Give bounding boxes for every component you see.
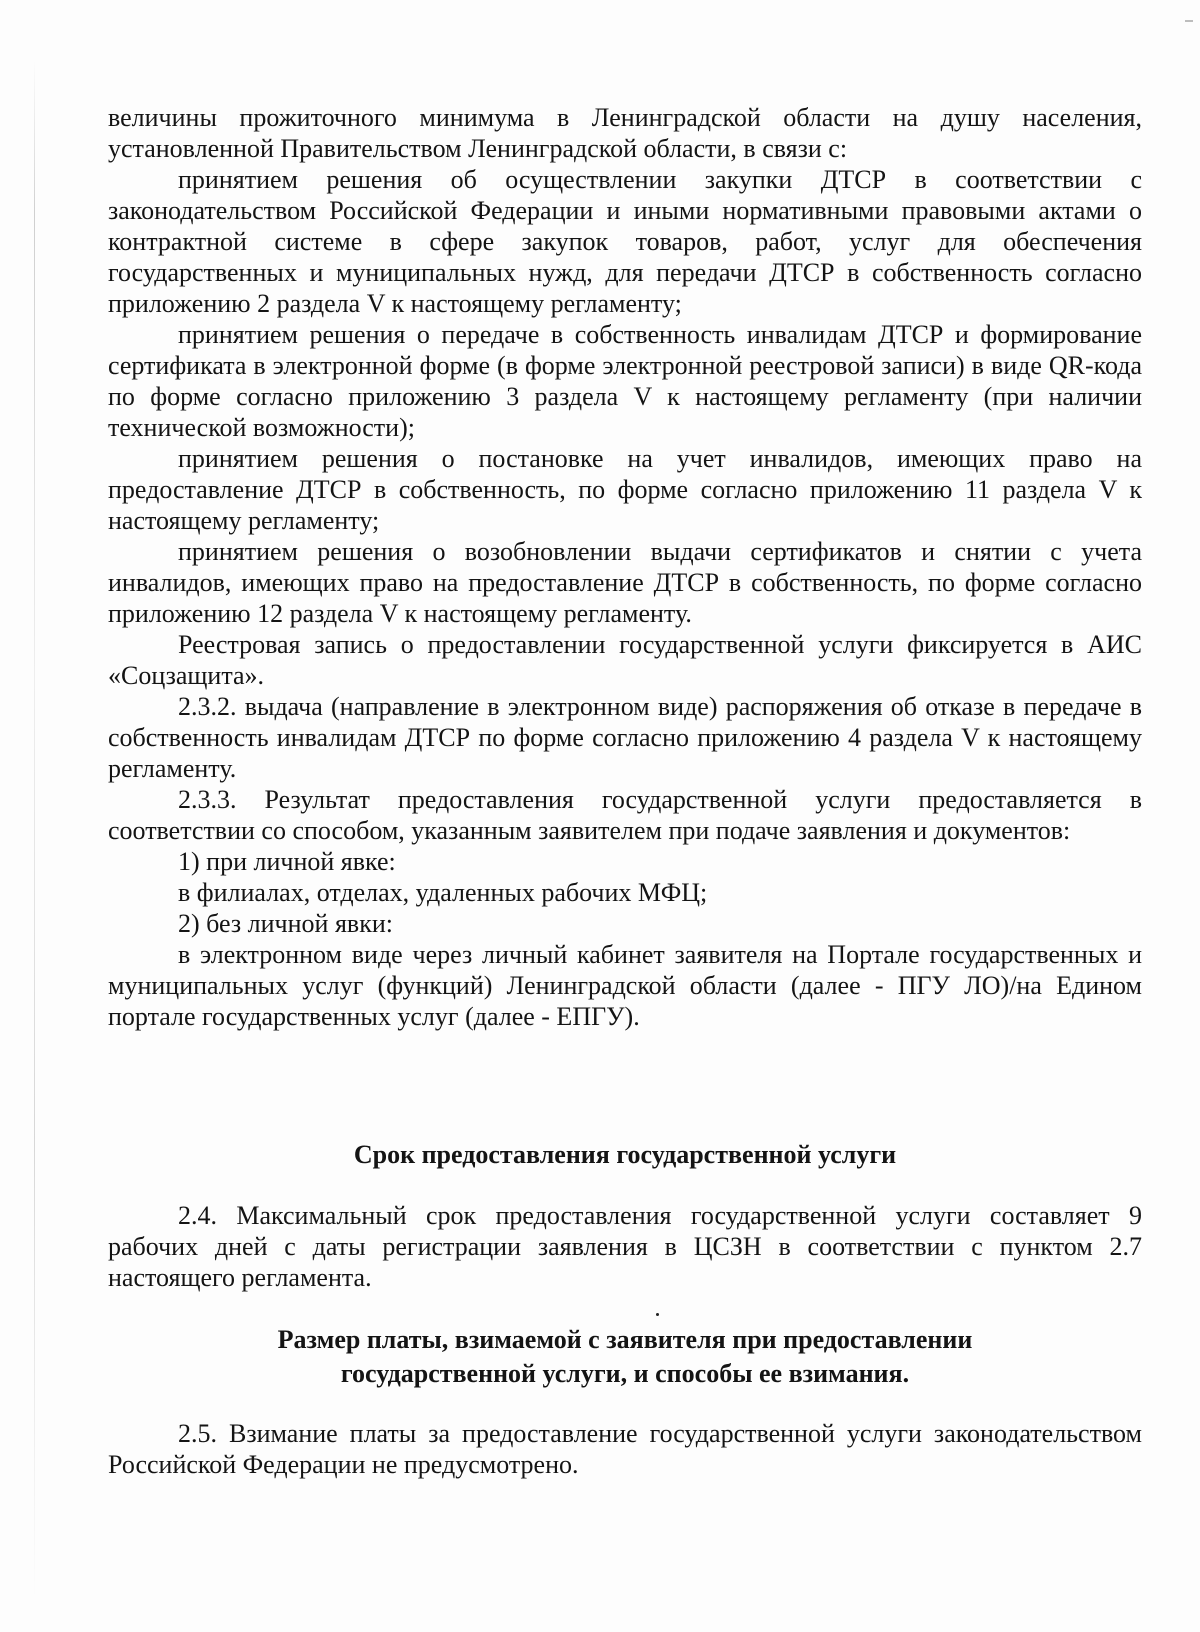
- paragraph: Реестровая запись о предоставлении государственной услуги фиксируется в АИС «Соцзащита».: [108, 630, 1142, 690]
- scan-edge-artifact: [34, 60, 35, 1600]
- heading-text: Срок предоставления государственной услуги: [353, 1140, 897, 1169]
- body-text-top: [108, 102, 1142, 1032]
- scan-corner-artifact: [1185, 20, 1193, 22]
- paragraph: 2.3.2. выдача (направление в электронном виде) распоряжения об отказе в передаче в собственность инвалидам ДТСР по форме согласно приложению 4 раздела V к настоящему регламенту.: [108, 692, 1142, 783]
- paragraph: 1) при личной явке:: [178, 847, 396, 876]
- paragraph: величины прожиточного минимума в Ленинградской области на душу населения, установленной Правительством Ленинградской области, в связи с:: [108, 103, 1142, 163]
- scan-dot-artifact: [656, 1313, 659, 1316]
- paragraph: в электронном виде через личный кабинет заявителя на Портале государственных и муниципальных услуг (функций) Ленинградской области (далее - ПГУ ЛО)/на Едином портале государственных услуг (далее - ЕПГУ).: [108, 940, 1142, 1031]
- section-heading-fee: [108, 1323, 1142, 1391]
- paragraph: принятием решения об осуществлении закупки ДТСР в соответствии с законодательством Российской Федерации и иными нормативными правовыми актами о контрактной системе в сфере закупок товаров, работ, услуг для обеспечения государственных и муниципальных нужд, для передачи ДТСР в собственность согласно приложению 2 раздела V к настоящему регламенту;: [108, 165, 1142, 318]
- body-text-term: [108, 1200, 1142, 1293]
- heading-text-line1: Размер платы, взимаемой с заявителя при предоставлении: [277, 1325, 973, 1354]
- paragraph: 2.3.3. Результат предоставления государственной услуги предоставляется в соответствии со способом, указанным заявителем при подаче заявления и документов:: [108, 785, 1142, 845]
- paragraph: в филиалах, отделах, удаленных рабочих МФЦ;: [178, 878, 708, 907]
- paragraph: 2) без личной явки:: [178, 909, 393, 938]
- paragraph: принятием решения о возобновлении выдачи сертификатов и снятии с учета инвалидов, имеющих право на предоставление ДТСР в собственность, по форме согласно приложению 12 раздела V к настоящему регламенту.: [108, 537, 1142, 628]
- section-heading-term: [108, 1138, 1142, 1172]
- paragraph: принятием решения о постановке на учет инвалидов, имеющих право на предоставление ДТСР в собственность, по форме согласно приложению 11 раздела V к настоящему регламенту;: [108, 444, 1142, 535]
- paragraph: 2.5. Взимание платы за предоставление государственной услуги законодательством Российской Федерации не предусмотрено.: [108, 1419, 1142, 1479]
- heading-text-line2: государственной услуги, и способы ее взимания.: [340, 1359, 910, 1388]
- paragraph: принятием решения о передаче в собственность инвалидам ДТСР и формирование сертификата в электронной форме (в форме электронной реестровой записи) в виде QR-кода по форме согласно приложению 3 раздела V к настоящему регламенту (при наличии технической возможности);: [108, 320, 1142, 442]
- paragraph: 2.4. Максимальный срок предоставления государственной услуги составляет 9 рабочих дней с даты регистрации заявления в ЦСЗН в соответствии с пунктом 2.7 настоящего регламента.: [108, 1201, 1142, 1292]
- body-text-fee: [108, 1418, 1142, 1480]
